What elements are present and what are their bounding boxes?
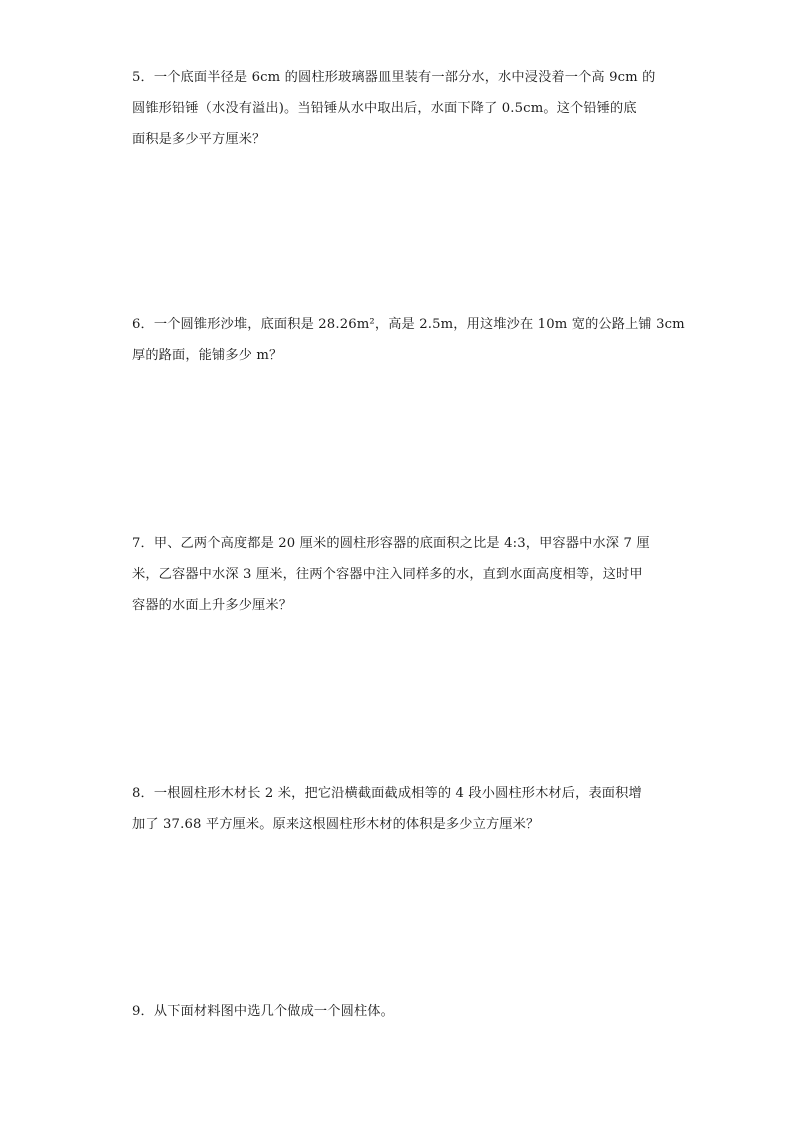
question-line: 加了 37.68 平方厘米。原来这根圆柱形木材的体积是多少立方厘米？ [132,817,540,832]
question-line: 6．一个圆锥形沙堆，底面积是 28.26m²，高是 2.5m，用这堆沙在 10m 宽的公路上铺 3cm [132,317,685,332]
question-9 [132,996,662,1027]
question-line: 厚的路面，能铺多少 m？ [132,348,283,363]
question-8 [132,778,662,840]
question-line: 5．一个底面半径是 6cm 的圆柱形玻璃器皿里装有一部分水，水中浸没着一个高 9cm 的 [132,70,656,85]
question-line: 9．从下面材料图中选几个做成一个圆柱体。 [132,1004,394,1019]
question-line: 7．甲、乙两个高度都是 20 厘米的圆柱形容器的底面积之比是 4:3，甲容器中水深 7 厘 [132,536,650,551]
question-6 [132,309,685,371]
question-line: 8．一根圆柱形木材长 2 米，把它沿横截面截成相等的 4 段小圆柱形木材后，表面积增 [132,786,642,801]
question-line: 圆锥形铅锤（水没有溢出)。当铅锤从水中取出后，水面下降了 0.5cm。这个铅锤的底 [132,101,637,116]
question-line: 面积是多少平方厘米？ [132,132,266,147]
question-7 [132,528,662,621]
question-5 [132,62,662,155]
question-line: 米，乙容器中水深 3 厘米，往两个容器中注入同样多的水，直到水面高度相等，这时甲 [132,567,643,582]
question-line: 容器的水面上升多少厘米？ [132,598,293,613]
